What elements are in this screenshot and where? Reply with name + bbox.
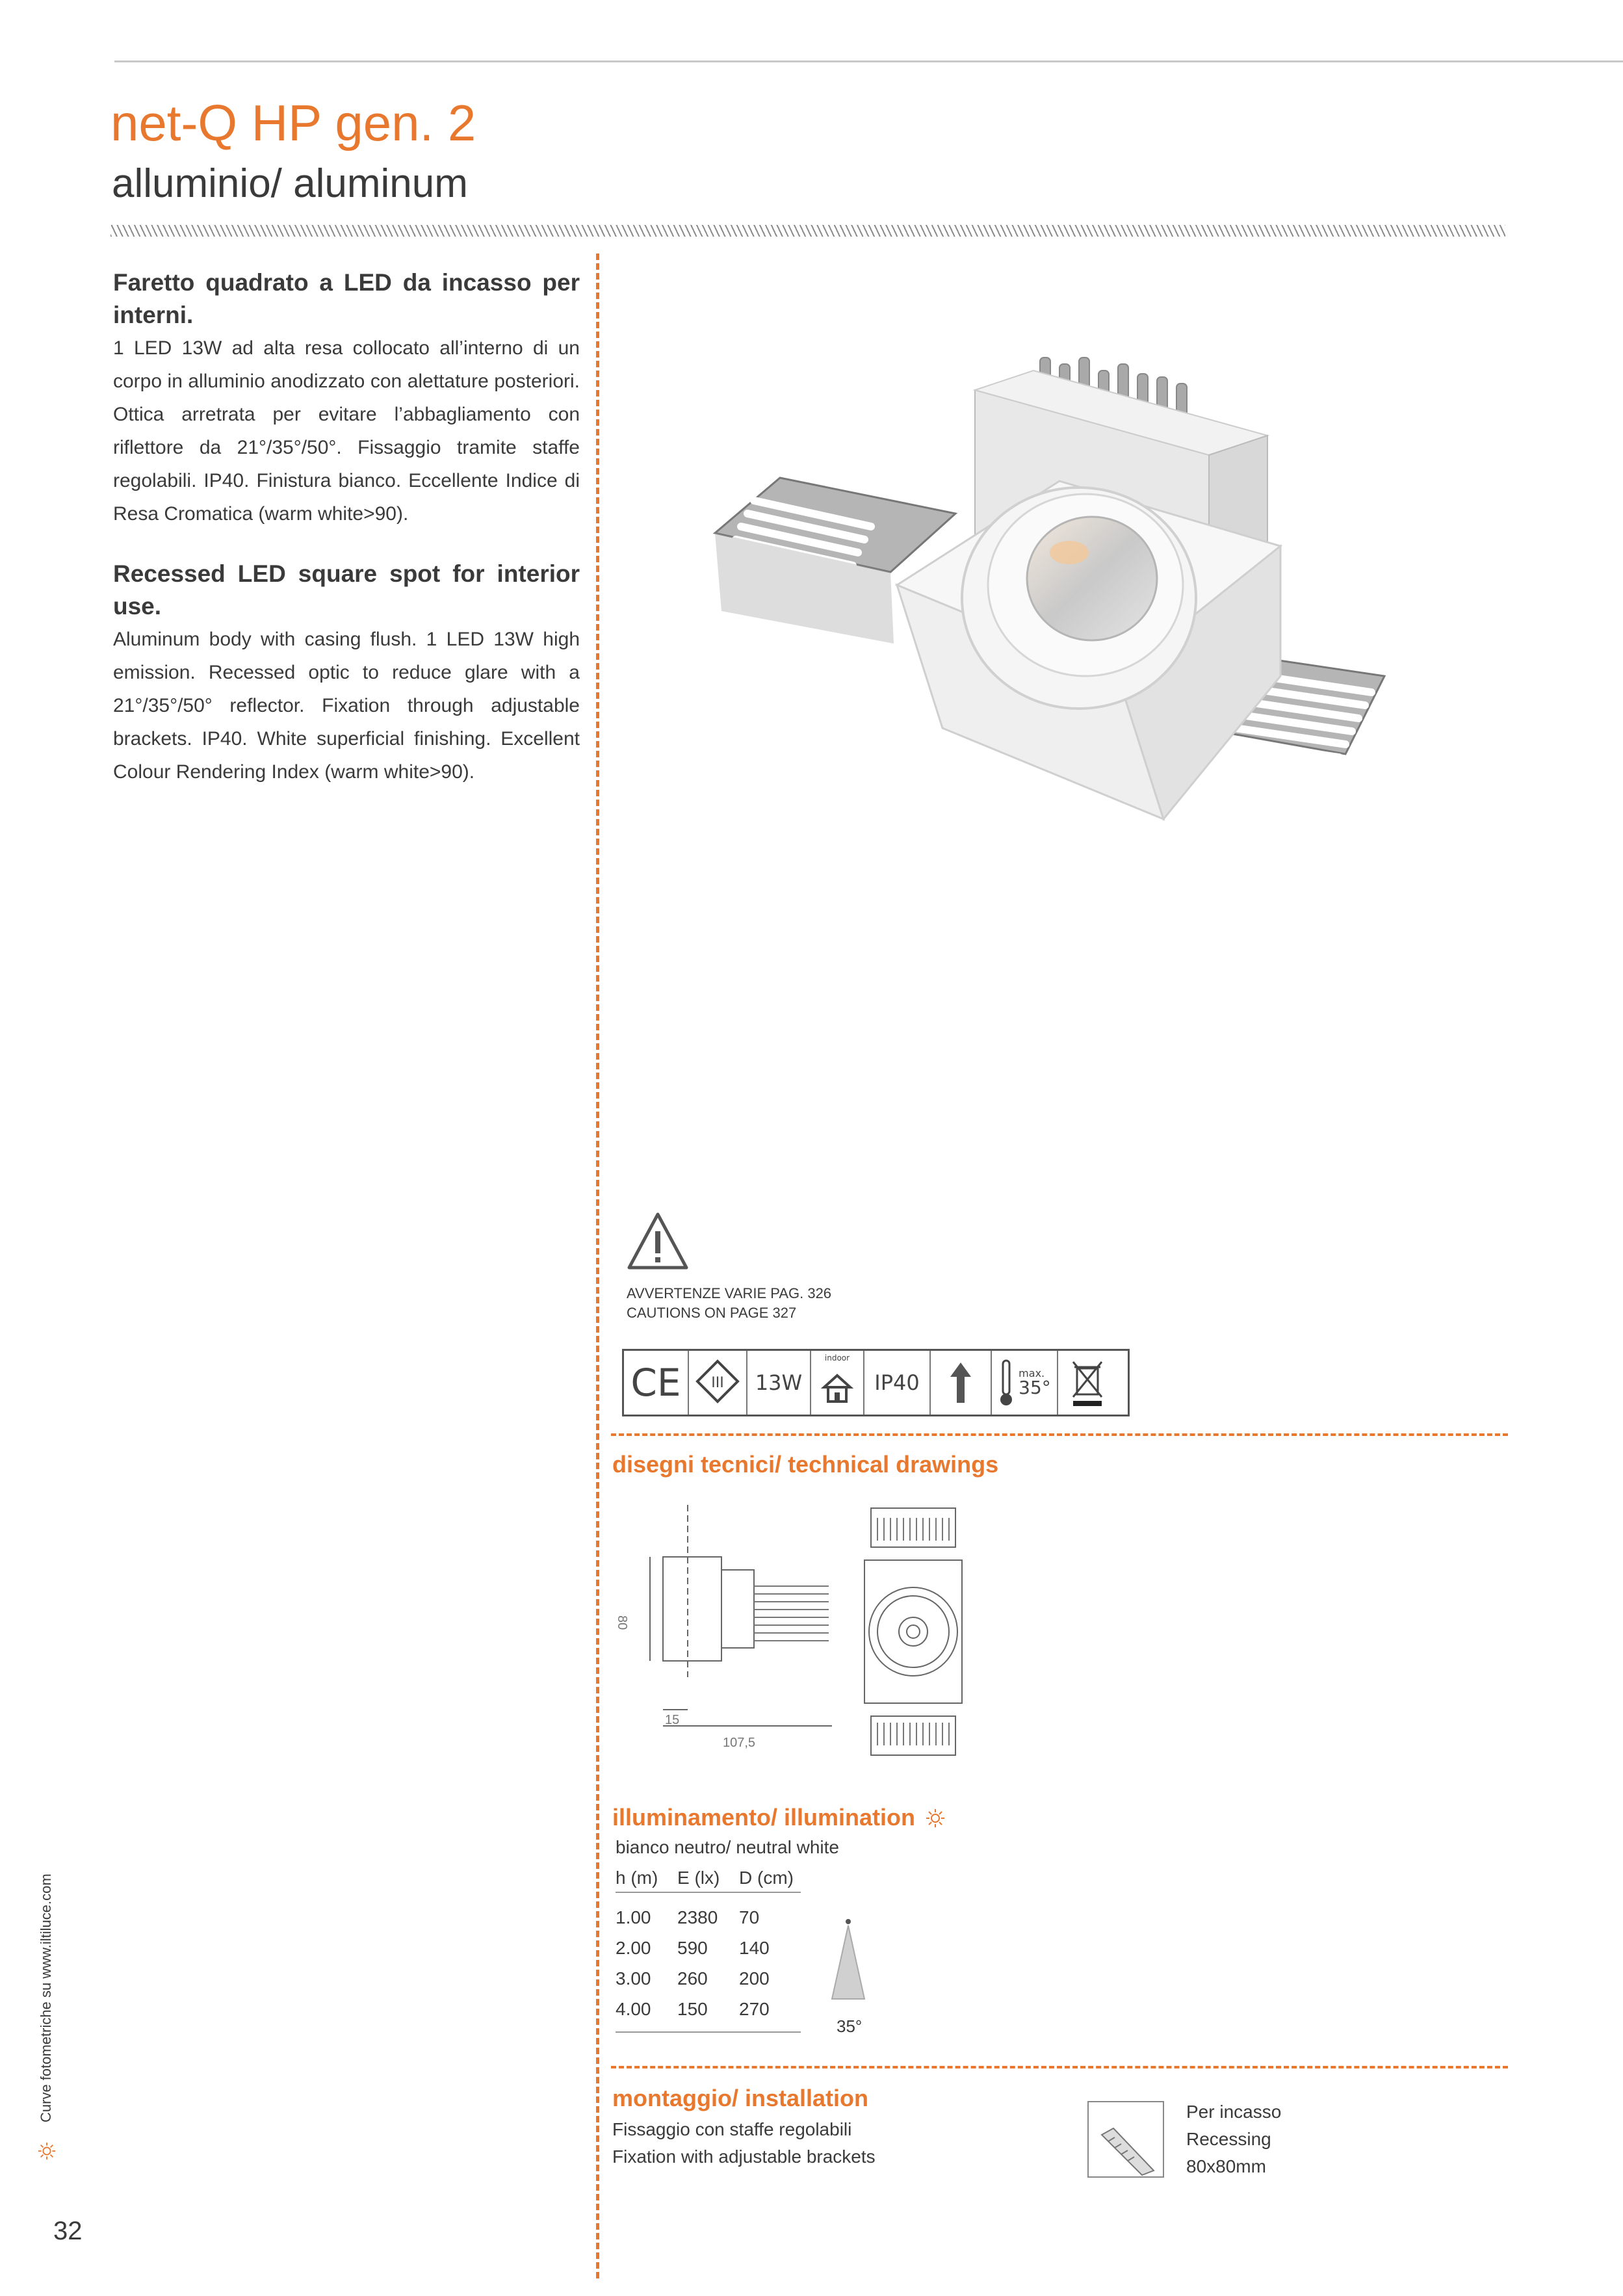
installation-text [612,2116,876,2171]
certification-strip [622,1349,1130,1416]
warning-text [627,1284,831,1323]
recess-line-1: Per incasso [1186,2102,1282,2122]
hatch-divider [110,225,1505,237]
beam-angle: 35° [837,2016,863,2036]
description-heading-it: Faretto quadrato a LED da incasso per interni. [113,269,580,328]
warning-line-2: CAUTIONS ON PAGE 327 [627,1305,797,1321]
warning-icon [625,1209,690,1274]
beam-cone-icon [825,1918,871,2002]
table-row [616,1908,801,1938]
table-cell: 70 [739,1907,760,1927]
recess-line-3: 80x80mm [1186,2156,1266,2176]
table-cell: 200 [739,1968,770,1989]
indoor-icon: indoor [811,1351,864,1415]
weee-bin-icon [1058,1351,1117,1415]
page-title: net-Q HP gen. 2 [110,94,476,151]
table-cell: 260 [677,1968,708,1989]
installation-line-2: Fixation with adjustable brackets [612,2146,876,2167]
column-header: D (cm) [739,1868,794,1888]
description-column [113,267,580,816]
arrow-icon [931,1351,992,1415]
ce-mark-icon: CE [624,1351,689,1415]
sun-icon [38,2142,56,2160]
photometric-curves-note: Curve fotometriche su www.iltiluce.com [38,1873,54,2122]
installation-line-1: Fissaggio con staffe regolabili [612,2119,852,2139]
table-cell: 140 [739,1938,770,1958]
technical-drawing [617,1502,988,1768]
illumination-title [612,1806,945,1829]
table-row [616,1938,801,1969]
ip-rating: IP40 [864,1351,931,1415]
table-cell: 3.00 [616,1968,651,1989]
table-cell: 2380 [677,1907,718,1927]
illumination-title-text: illuminamento/ illumination [612,1804,916,1831]
table-row [616,1969,801,2000]
top-rule [114,60,1623,62]
page-subtitle: alluminio/ aluminum [112,161,468,206]
description-heading-en: Recessed LED square spot for interior use. [113,560,580,620]
recess-line-2: Recessing [1186,2129,1271,2149]
recessed-install-icon [1087,2101,1164,2178]
column-header: E (lx) [677,1868,720,1888]
section-divider-1 [611,1433,1508,1436]
description-body-en: Aluminum body with casing flush. 1 LED 13W high emission. Recessed optic to reduce glare with a 21°/35°/50° reflector. Fixation through adjustable brackets. IP40. White superficial finishing. Excellent Colour Rendering Index (warm white>90). [113,629,580,783]
dimension-width: 107,5 [723,1736,756,1750]
illumination-subtitle: bianco neutro/ neutral white [616,1837,839,1857]
table-cell: 270 [739,1999,770,2019]
recess-info [1186,2098,1281,2180]
max-temp-icon: max. 35° [992,1351,1058,1415]
table-rule-bottom [616,2031,801,2033]
table-cell: 4.00 [616,1999,651,2019]
product-image [695,338,1443,1027]
table-cell: 2.00 [616,1938,651,1958]
table-cell: 590 [677,1938,708,1958]
description-body-it: 1 LED 13W ad alta resa collocato all’interno di un corpo in alluminio anodizzato con alettature posteriori. Ottica arretrata per evitare l’abbagliamento con riflettore da 21°/35°/50°. Fissaggio tramite staffe regolabili. IP40. Finistura bianco. Eccellente Indice di Resa Cromatica (warm white>90). [113,337,580,525]
column-header: h (m) [616,1868,658,1888]
sun-icon [926,1808,945,1828]
class-iii-icon: III [689,1351,747,1415]
page-number: 32 [53,2217,83,2245]
table-header-row [616,1868,801,1908]
power-label: 13W [747,1351,811,1415]
installation-title: montaggio/ installation [612,2085,868,2111]
dimension-height: 80 [615,1615,629,1630]
section-divider-2 [611,2066,1508,2068]
table-cell: 150 [677,1999,708,2019]
vertical-separator [596,254,599,2278]
table-row [616,2000,801,2030]
table-rule-top [616,1892,801,1893]
drawings-title: disegni tecnici/ technical drawings [612,1451,999,1478]
dimension-small: 15 [665,1713,680,1727]
table-cell: 1.00 [616,1907,651,1927]
warning-line-1: AVVERTENZE VARIE PAG. 326 [627,1285,832,1301]
